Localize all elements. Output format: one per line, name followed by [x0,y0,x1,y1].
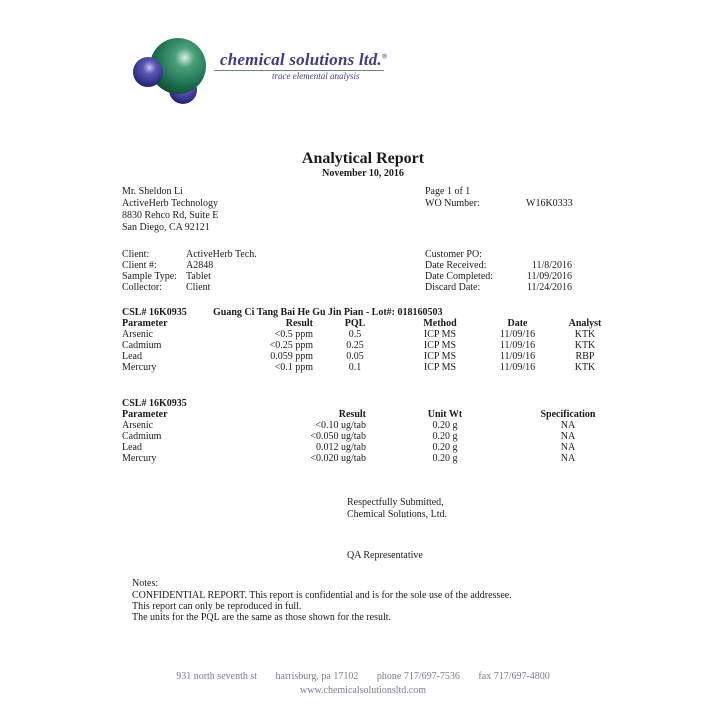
notes-heading: Notes: [132,578,159,589]
cell-pql: 0.25 [346,340,364,351]
cell-parameter: Lead [122,442,142,453]
footer-fax: fax 717/697-4800 [478,671,550,682]
page-number: Page 1 of 1 [425,186,471,197]
cell-pql: 0.5 [348,329,362,340]
cell-result: <0.5 ppm [274,329,313,340]
footer-contact [0,671,726,682]
table2-header-result: Result [338,409,366,420]
signature-role: QA Representative [347,550,423,561]
cell-date: 11/09/16 [499,329,536,340]
cell-method: ICP MS [423,340,457,351]
client-number-value: A2848 [186,260,214,271]
customer-po-label: Customer PO: [425,249,482,260]
cell-method: ICP MS [423,329,457,340]
cell-result: <0.25 ppm [269,340,313,351]
signature-line-1: Respectfully Submitted, [347,497,444,508]
sample-type-label: Sample Type: [122,271,177,282]
table2-header-specification: Specification [540,409,596,420]
sample-type-value: Tablet [186,271,211,282]
table1-header-method: Method [423,318,457,329]
client-label: Client: [122,249,150,260]
table2-csl-number: CSL# 16K0935 [122,398,187,409]
cell-parameter: Mercury [122,362,157,373]
table1-header-parameter: Parameter [122,318,168,329]
cell-result: <0.020 ug/tab [310,453,366,464]
recipient-city: San Diego, CA 92121 [122,222,210,233]
cell-result: <0.10 ug/tab [315,420,366,431]
cell-pql: 0.05 [346,351,364,362]
brand-name [220,50,387,70]
footer-website[interactable]: www.chemicalsolutionsltd.com [300,685,426,696]
cell-specification: NA [560,453,576,464]
recipient-name: Mr. Sheldon Li [122,186,183,197]
cell-parameter: Mercury [122,453,157,464]
cell-date: 11/09/16 [499,351,536,362]
molecule-logo-icon [128,30,228,110]
cell-analyst: KTK [574,340,596,351]
table1-header-pql: PQL [344,318,366,329]
signature-line-2: Chemical Solutions, Ltd. [347,509,447,520]
table1-csl-number: CSL# 16K0935 [122,307,187,318]
recipient-company: ActiveHerb Technology [122,198,219,209]
collector-label: Collector: [122,282,162,293]
cell-specification: NA [560,442,576,453]
cell-date: 11/09/16 [499,362,536,373]
footer-city: harrisburg, pa 17102 [275,671,359,682]
footer-phone: phone 717/697-7536 [376,671,460,682]
cell-analyst: RBP [575,351,595,362]
notes-line: CONFIDENTIAL REPORT. This report is confidential and is for the sole use of the addressee. [132,590,512,601]
recipient-street: 8830 Rehco Rd, Suite E [122,210,219,221]
client-value: ActiveHerb Tech. [186,249,257,260]
report-title: Analytical Report [301,150,425,167]
date-received-value: 11/8/2016 [531,260,572,271]
cell-unit-wt: 0.20 g [432,431,458,442]
report-date: November 10, 2016 [322,168,404,179]
date-completed-label: Date Completed: [425,271,494,282]
cell-result: <0.1 ppm [274,362,313,373]
table1-header-result: Result [285,318,313,329]
cell-unit-wt: 0.20 g [432,420,458,431]
cell-analyst: KTK [574,329,596,340]
cell-method: ICP MS [423,351,457,362]
cell-parameter: Arsenic [122,420,154,431]
cell-result: <0.050 ug/tab [310,431,366,442]
brand-name-text: chemical solutions ltd. [220,50,382,69]
cell-result: 0.059 ppm [270,351,313,362]
table2-header-unit-wt: Unit Wt [427,409,463,420]
collector-value: Client [186,282,211,293]
cell-parameter: Lead [122,351,142,362]
cell-result: 0.012 ug/tab [316,442,366,453]
date-completed-value: 11/09/2016 [526,271,572,282]
brand-tagline: trace elemental analysis [272,71,360,81]
cell-specification: NA [560,420,576,431]
cell-method: ICP MS [423,362,457,373]
table1-header-analyst: Analyst [568,318,602,329]
discard-date-value: 11/24/2016 [526,282,572,293]
cell-specification: NA [560,431,576,442]
cell-date: 11/09/16 [499,340,536,351]
cell-analyst: KTK [574,362,596,373]
cell-unit-wt: 0.20 g [432,442,458,453]
cell-pql: 0.1 [348,362,362,373]
notes-line: This report can only be reproduced in full. [132,601,302,612]
notes-line: The units for the PQL are the same as those shown for the result. [132,612,392,623]
table2-header-parameter: Parameter [122,409,168,420]
discard-date-label: Discard Date: [425,282,481,293]
registered-mark: ® [381,52,388,61]
cell-parameter: Cadmium [122,431,162,442]
wo-number-value: W16K0333 [526,198,573,209]
client-number-label: Client #: [122,260,157,271]
date-received-label: Date Received: [425,260,487,271]
cell-unit-wt: 0.20 g [432,453,458,464]
footer-address: 931 north seventh st [176,671,258,682]
table1-header-date: Date [507,318,528,329]
wo-number-label: WO Number: [425,198,480,209]
cell-parameter: Cadmium [122,340,162,351]
cell-parameter: Arsenic [122,329,154,340]
table1-sample-name: Guang Ci Tang Bai He Gu Jin Pian - Lot#: 018160503 [213,307,443,318]
